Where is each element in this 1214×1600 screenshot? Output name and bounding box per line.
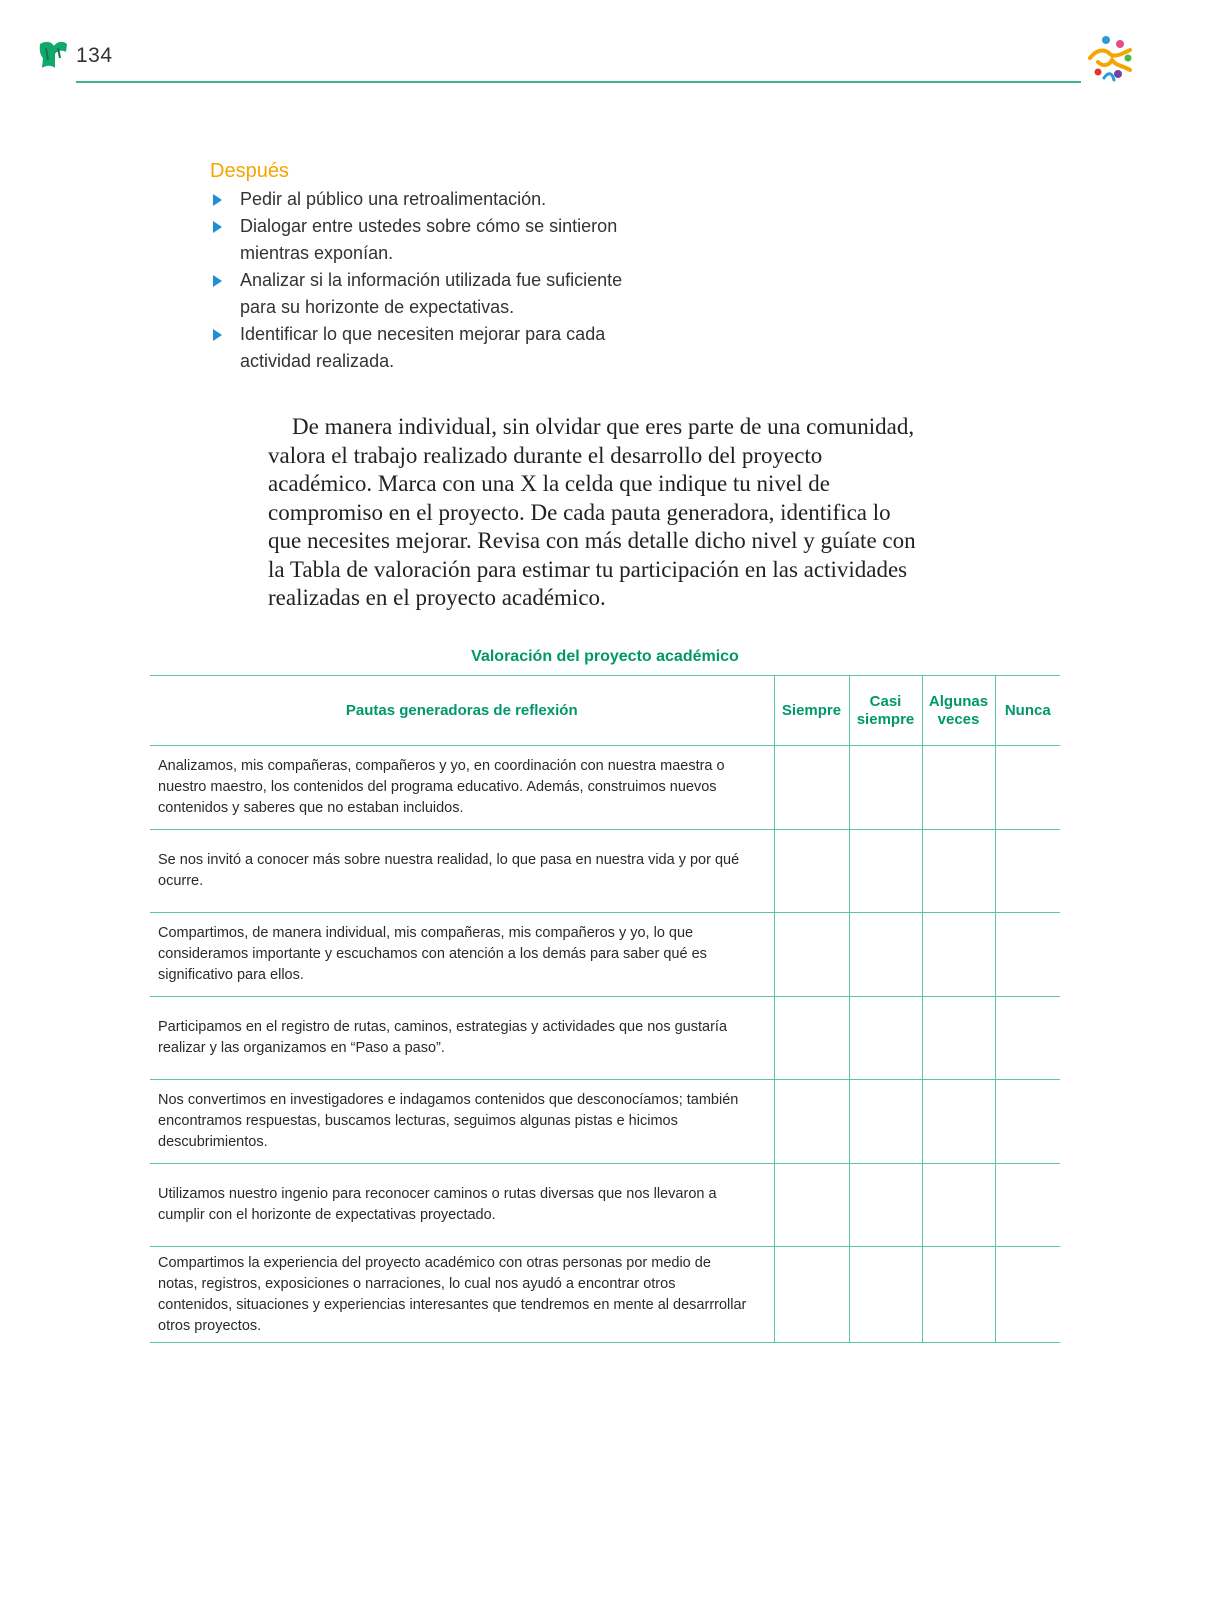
table-row: [150, 1247, 1060, 1343]
cell-siempre[interactable]: [774, 746, 849, 830]
cell-algunas-veces[interactable]: [922, 1080, 995, 1164]
cell-siempre[interactable]: [774, 830, 849, 913]
table-row: [150, 913, 1060, 997]
cell-siempre[interactable]: [774, 1247, 849, 1343]
table-row: [150, 1164, 1060, 1247]
cell-nunca[interactable]: [995, 913, 1060, 997]
list-item: [210, 213, 630, 267]
list-item: [210, 267, 630, 321]
cell-siempre[interactable]: [774, 1164, 849, 1247]
table-header-row: [150, 676, 1060, 746]
list-item-text: Pedir al público una retroalimentación.: [240, 189, 547, 209]
cell-casi-siempre[interactable]: [849, 1080, 922, 1164]
list-item: [210, 321, 630, 375]
table-row: [150, 746, 1060, 830]
cell-casi-siempre[interactable]: [849, 1164, 922, 1247]
cell-siempre[interactable]: [774, 997, 849, 1080]
list-item-text: Dialogar entre ustedes sobre cómo se sintieron mientras exponían.: [240, 216, 618, 263]
dancing-figures-logo-icon: [1084, 32, 1140, 88]
evaluation-table: [150, 675, 1060, 1343]
header-rule: [76, 81, 1081, 83]
cell-casi-siempre[interactable]: [849, 913, 922, 997]
page-number: 134: [76, 44, 113, 67]
pauta-cell: Compartimos la experiencia del proyecto académico con otras personas por medio de notas, registros, exposiciones o narraciones, lo cual nos ayudó a encontrar otros contenidos, situaciones y experiencias interesantes que tendremos en mente al desarrrollar otros proyectos.: [150, 1247, 774, 1343]
despues-list: [210, 186, 630, 375]
instructions-paragraph: De manera individual, sin olvidar que eres parte de una comunidad, valora el trabajo realizado durante el desarrollo del proyecto académico. Marca con una X la celda que indique tu nivel de compromiso en el proyecto. De cada pauta generadora, identifica lo que necesites mejorar. Revisa con más detalle dicho nivel y guíate con la Tabla de valoración para estimar tu participación en las actividades realizadas en el proyecto académico.: [268, 414, 916, 610]
bullet-arrow-icon: [213, 329, 222, 341]
cell-nunca[interactable]: [995, 830, 1060, 913]
pauta-cell: Participamos en el registro de rutas, caminos, estrategias y actividades que nos gustaría realizar y las organizamos en “Paso a paso”.: [150, 997, 774, 1080]
bullet-arrow-icon: [213, 194, 222, 206]
cell-algunas-veces[interactable]: [922, 746, 995, 830]
list-item-text: Identificar lo que necesiten mejorar para cada actividad realizada.: [240, 324, 606, 371]
pauta-cell: Compartimos, de manera individual, mis compañeras, mis compañeros y yo, lo que consideramos importante y escuchamos con atención a los demás para saber qué es significativo para ellos.: [150, 913, 774, 997]
list-item-text: Analizar si la información utilizada fue suficiente para su horizonte de expectativas.: [240, 270, 623, 317]
cell-nunca[interactable]: [995, 1164, 1060, 1247]
header-pautas: Pautas generadoras de reflexión: [150, 676, 774, 746]
pauta-cell: Nos convertimos en investigadores e indagamos contenidos que desconocíamos; también encontramos respuestas, buscamos lecturas, seguimos algunas pistas e hicimos descubrimientos.: [150, 1080, 774, 1164]
cell-siempre[interactable]: [774, 913, 849, 997]
header-siempre: Siempre: [774, 676, 849, 746]
pauta-cell: Utilizamos nuestro ingenio para reconocer caminos o rutas diversas que nos llevaron a cumplir con el horizonte de expectativas proyectado.: [150, 1164, 774, 1247]
table-row: [150, 1080, 1060, 1164]
cell-casi-siempre[interactable]: [849, 1247, 922, 1343]
cell-algunas-veces[interactable]: [922, 913, 995, 997]
section-title-despues: Después: [210, 160, 289, 182]
cell-nunca[interactable]: [995, 997, 1060, 1080]
table-row: [150, 997, 1060, 1080]
pauta-cell: Se nos invitó a conocer más sobre nuestra realidad, lo que pasa en nuestra vida y por qué ocurre.: [150, 830, 774, 913]
cell-algunas-veces[interactable]: [922, 830, 995, 913]
table-caption: Valoración del proyecto académico: [471, 648, 739, 665]
header-nunca: Nunca: [995, 676, 1060, 746]
book-series-icon: [36, 38, 70, 72]
cell-algunas-veces[interactable]: [922, 1247, 995, 1343]
cell-casi-siempre[interactable]: [849, 997, 922, 1080]
cell-nunca[interactable]: [995, 1080, 1060, 1164]
cell-nunca[interactable]: [995, 1247, 1060, 1343]
pauta-cell: Analizamos, mis compañeras, compañeros y yo, en coordinación con nuestra maestra o nuestro maestro, los contenidos del programa educativo. Además, construimos nuevos contenidos y saberes que no estaban incluidos.: [150, 746, 774, 830]
cell-algunas-veces[interactable]: [922, 997, 995, 1080]
cell-casi-siempre[interactable]: [849, 746, 922, 830]
cell-siempre[interactable]: [774, 1080, 849, 1164]
cell-nunca[interactable]: [995, 746, 1060, 830]
table-row: [150, 830, 1060, 913]
header-casi-siempre: Casi siempre: [849, 676, 922, 746]
header-algunas-veces: Algunas veces: [922, 676, 995, 746]
list-item: [210, 186, 630, 213]
cell-casi-siempre[interactable]: [849, 830, 922, 913]
cell-algunas-veces[interactable]: [922, 1164, 995, 1247]
bullet-arrow-icon: [213, 221, 222, 233]
bullet-arrow-icon: [213, 275, 222, 287]
